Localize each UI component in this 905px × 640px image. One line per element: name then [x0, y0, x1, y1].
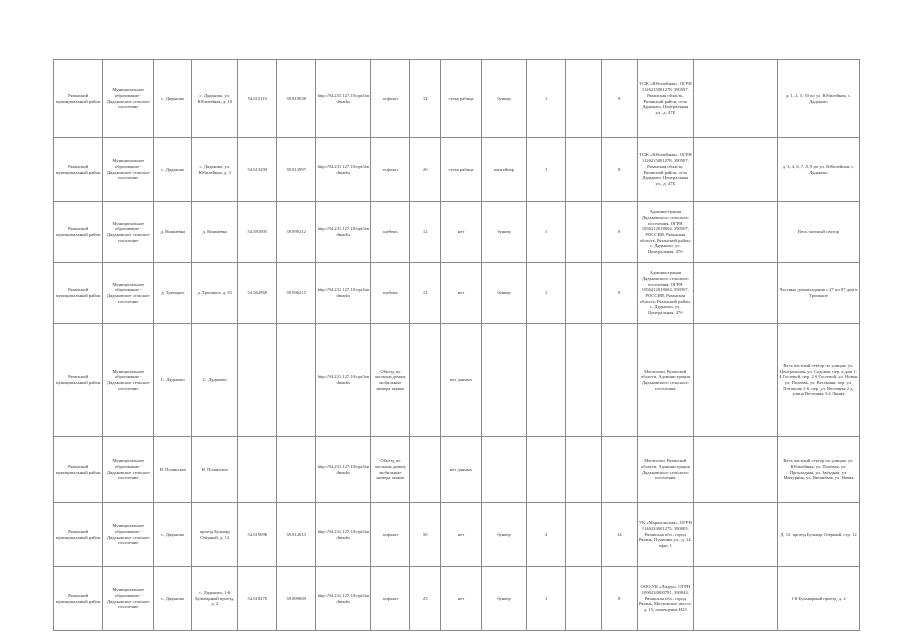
latitude-cell: 54.618270: [238, 567, 277, 631]
container-count-cell: 1: [527, 263, 566, 324]
container-type-cell: [482, 324, 527, 437]
address-cell: с. Дядьково, 1-й Бульварный проезд, д. 2: [192, 567, 238, 631]
empty-cell: [693, 138, 777, 202]
fence-cell: нет данных: [441, 437, 482, 503]
latitude-cell: 54.613290: [238, 138, 277, 202]
latitude-cell: 54.615110: [238, 60, 277, 138]
volume-cell: [565, 263, 601, 324]
district-cell: Рязанский муниципальный район: [54, 324, 103, 437]
locality-cell: С. Дядьково: [154, 324, 192, 437]
longitude-cell: [277, 437, 316, 503]
container-type-cell: бункер: [482, 202, 527, 263]
district-cell: Рязанский муниципальный район: [54, 503, 103, 567]
address-cell: с. Дядьково, ул. Юбилейная, д. 10: [192, 60, 238, 138]
container-count-cell: 1: [527, 138, 566, 202]
longitude-cell: [277, 324, 316, 437]
volume-cell: [565, 567, 601, 631]
settlement-cell: Муниципальное образование - Дядьковское сельское поселение: [103, 263, 154, 324]
total-cell: [601, 437, 637, 503]
total-cell: 8: [601, 567, 637, 631]
sources-cell: 1-й Бульварный проезд, д. 2: [777, 567, 859, 631]
total-cell: 8: [601, 202, 637, 263]
container-type-cell: бункер: [482, 503, 527, 567]
table-row: [54, 60, 860, 138]
map-link-cell[interactable]: http://94.231.127.10/opt/landmarks: [316, 437, 371, 503]
locality-cell: д. Вишнёвка: [154, 202, 192, 263]
empty-cell: [693, 567, 777, 631]
fence-cell: сетка рабица: [441, 60, 482, 138]
empty-cell: [693, 503, 777, 567]
container-type-cell: [482, 437, 527, 503]
address-cell: Н. Полянское: [192, 437, 238, 503]
settlement-cell: Муниципальное образование - Дядьковское сельское поселение: [103, 202, 154, 263]
total-cell: 8: [601, 263, 637, 324]
surface-cell: асфальт: [371, 503, 410, 567]
area-cell: 12: [410, 263, 441, 324]
map-link-cell[interactable]: http://94.231.127.10/opt/landmarks: [316, 138, 371, 202]
address-cell: д. Троицкое, д. 81: [192, 263, 238, 324]
address-cell: с. Дядьково, ул. Юбилейная, д. 3: [192, 138, 238, 202]
container-count-cell: [527, 324, 566, 437]
area-cell: 25: [410, 567, 441, 631]
container-count-cell: 1: [527, 202, 566, 263]
surface-cell: щебень: [371, 263, 410, 324]
surface-cell: Объезд по частным домам, мобильные номера заявок: [371, 324, 410, 437]
longitude-cell: 39.813997: [277, 138, 316, 202]
map-link-cell[interactable]: http://94.231.127.10/opt/landmarks: [316, 503, 371, 567]
sources-cell: д. 3, 4, 6, 7, 8, 9 по ул. Юбилейная, с. Дядьково: [777, 138, 859, 202]
container-type-cell: бункер: [482, 567, 527, 631]
table-row: [54, 263, 860, 324]
fence-cell: нет: [441, 202, 482, 263]
map-link-cell[interactable]: http://94.231.127.10/opt/landmarks: [316, 263, 371, 324]
locality-cell: д. Троицкое: [154, 263, 192, 324]
surface-cell: щебень: [371, 202, 410, 263]
sources-cell: Весь частный сектор по улицам: ул. Юбилейная, ул. Полевая, ул. Прохладная, ул. Звёздная, ул. Мичурина, ул. Вишнёвая, ул. Новая: [777, 437, 859, 503]
holder-cell: ООО УК «Лидер», ОГРН 1096234000791, 390044, Рязанская обл., город Рязань, Московское шоссе, д. 15, помещение Н23: [637, 567, 693, 631]
table-row: [54, 437, 860, 503]
volume-cell: [565, 503, 601, 567]
surface-cell: асфальт: [371, 138, 410, 202]
sources-cell: Весь частный сектор по улицам: ул. Центральная, ул. Садовая, пер. к дом 1-4 Гостевой, пер. 2 б Гостевой, ул. Новая, ул. Полевая, ул. Весенняя, пер. ул. Потапова 1-6, пер. ул. Весенняя 2 д, улица Весенняя 3-4 Линия: [777, 324, 859, 437]
address-cell: проезд Бульвар Озёрный, д. 12: [192, 503, 238, 567]
holder-cell: Администрация Дядьковского сельского поселения, ОГРН 1056212018604, 390507, РОССИЯ, Рязанская область, Рязанский район, с. Дядьково, ул. Центральная, 47б: [637, 263, 693, 324]
district-cell: Рязанский муниципальный район: [54, 202, 103, 263]
settlement-cell: Муниципальное образование - Дядьковское сельское поселение: [103, 138, 154, 202]
latitude-cell: [238, 324, 277, 437]
fence-cell: нет данных: [441, 324, 482, 437]
area-cell: [410, 324, 441, 437]
district-cell: Рязанский муниципальный район: [54, 138, 103, 202]
settlement-cell: Муниципальное образование - Дядьковское сельское поселение: [103, 324, 154, 437]
settlement-cell: Муниципальное образование - Дядьковское сельское поселение: [103, 437, 154, 503]
container-count-cell: 1: [527, 567, 566, 631]
area-cell: 12: [410, 60, 441, 138]
map-link-cell[interactable]: http://94.231.127.10/opt/landmarks: [316, 324, 371, 437]
surface-cell: асфальт: [371, 567, 410, 631]
holder-cell: ТСЖ «Юбилейная», ОГРН 1126215001278, 390507, Рязанская область, Рязанский район, село Дядьково, Центральная ул., д. 47Б: [637, 60, 693, 138]
empty-cell: [693, 60, 777, 138]
total-cell: 14: [601, 503, 637, 567]
settlement-cell: Муниципальное образование - Дядьковское сельское поселение: [103, 503, 154, 567]
total-cell: 8: [601, 60, 637, 138]
latitude-cell: 54.562968: [238, 263, 277, 324]
empty-cell: [693, 202, 777, 263]
holder-cell: Администрация Дядьковского сельского поселения, ОГРН 1056212018604, 390507, РОССИЯ, Рязанская область, Рязанский район, с. Дядьково, ул. Центральная, 47б: [637, 202, 693, 263]
fence-cell: сетка рабица: [441, 138, 482, 202]
register-table: [53, 59, 860, 631]
holder-cell: ТСЖ «Юбилейная», ОГРН 1126215001278, 390507, Рязанская область, Рязанский район, село Дядьково, Центральная ул., д. 47Б: [637, 138, 693, 202]
volume-cell: [565, 437, 601, 503]
table-row: [54, 202, 860, 263]
total-cell: [601, 324, 637, 437]
volume-cell: [565, 60, 601, 138]
locality-cell: с. Дядьково: [154, 567, 192, 631]
area-cell: 50: [410, 503, 441, 567]
district-cell: Рязанский муниципальный район: [54, 60, 103, 138]
volume-cell: [565, 138, 601, 202]
locality-cell: Н. Полянское: [154, 437, 192, 503]
longitude-cell: 39.812613: [277, 503, 316, 567]
map-link-cell[interactable]: http://94.231.127.10/opt/landmarks: [316, 567, 371, 631]
total-cell: 8: [601, 138, 637, 202]
sources-cell: д. 1, 2, 5, 10 по ул. Юбилейная, с. Дядьково: [777, 60, 859, 138]
longitude-cell: 39.906215: [277, 263, 316, 324]
address-cell: С. Дядьково: [192, 324, 238, 437]
holder-cell: УК «Маршальская», ОГРН 1146234001275, 390005, Рязанская обл., город Рязань, Пушкина ул., д. 14, офис 1: [637, 503, 693, 567]
container-count-cell: [527, 437, 566, 503]
volume-cell: [565, 324, 601, 437]
area-cell: 12: [410, 202, 441, 263]
volume-cell: [565, 202, 601, 263]
table-row: [54, 324, 860, 437]
area-cell: [410, 437, 441, 503]
locality-cell: с. Дядьково: [154, 60, 192, 138]
table-row: [54, 138, 860, 202]
settlement-cell: Муниципальное образование - Дядьковское сельское поселение: [103, 567, 154, 631]
address-cell: д. Вишнёвка: [192, 202, 238, 263]
sources-cell: Весь частный сектор: [777, 202, 859, 263]
map-link-cell[interactable]: http://94.231.127.10/opt/landmarks: [316, 60, 371, 138]
table-row: [54, 567, 860, 631]
longitude-cell: 39.810038: [277, 60, 316, 138]
empty-cell: [693, 437, 777, 503]
district-cell: Рязанский муниципальный район: [54, 567, 103, 631]
table-row: [54, 503, 860, 567]
locality-cell: с. Дядьково: [154, 138, 192, 202]
empty-cell: [693, 263, 777, 324]
area-cell: 20: [410, 138, 441, 202]
latitude-cell: [238, 437, 277, 503]
surface-cell: асфальт: [371, 60, 410, 138]
fence-cell: нет: [441, 567, 482, 631]
sources-cell: Д. 12, проезд Бульвар Озёрный, стр. 12: [777, 503, 859, 567]
district-cell: Рязанский муниципальный район: [54, 437, 103, 503]
container-type-cell: контейнер: [482, 138, 527, 202]
map-link-cell[interactable]: http://94.231.127.10/opt/landmarks: [316, 202, 371, 263]
latitude-cell: 54.581005: [238, 202, 277, 263]
container-count-cell: 1: [527, 60, 566, 138]
fence-cell: нет: [441, 503, 482, 567]
holder-cell: Мегаполис Рязанской области, Администрация Дядьковского сельского поселения: [637, 324, 693, 437]
locality-cell: с. Дядьково: [154, 503, 192, 567]
district-cell: Рязанский муниципальный район: [54, 263, 103, 324]
latitude-cell: 54.619098: [238, 503, 277, 567]
container-type-cell: бункер: [482, 60, 527, 138]
container-count-cell: 4: [527, 503, 566, 567]
longitude-cell: 39.809669: [277, 567, 316, 631]
holder-cell: Мегаполис Рязанской области, Администрация Дядьковского сельского поселения: [637, 437, 693, 503]
container-type-cell: бункер: [482, 263, 527, 324]
sources-cell: Частные домовладения с 27 по 87 дом в Троицкое: [777, 263, 859, 324]
settlement-cell: Муниципальное образование - Дядьковское сельское поселение: [103, 60, 154, 138]
surface-cell: Объезд по частным домам, мобильные номера заявок: [371, 437, 410, 503]
longitude-cell: 39.899212: [277, 202, 316, 263]
empty-cell: [693, 324, 777, 437]
fence-cell: нет: [441, 263, 482, 324]
